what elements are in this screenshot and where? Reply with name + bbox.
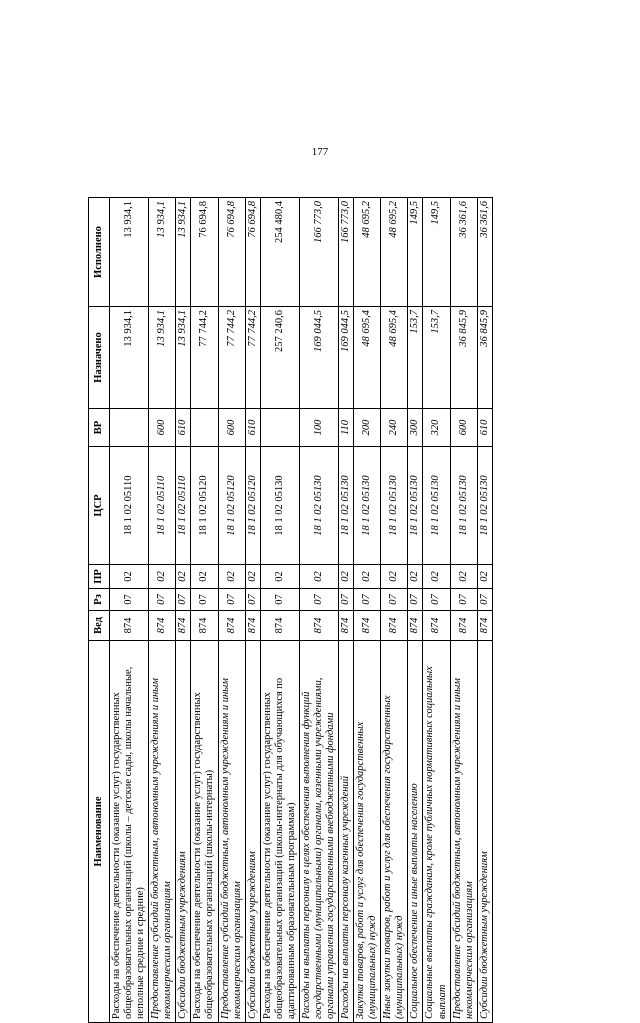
header-assigned: Назначено bbox=[89, 307, 110, 409]
cell-vr bbox=[110, 409, 149, 447]
cell-csr: 18 1 02 05130 bbox=[477, 447, 492, 565]
cell-csr: 18 1 02 05130 bbox=[381, 447, 408, 565]
cell-name: Закупка товаров, работ и услуг для обеспечения государственных (муниципальных) нужд bbox=[354, 641, 381, 1023]
cell-rz: 07 bbox=[260, 589, 299, 611]
cell-assigned: 48 695,4 bbox=[381, 307, 408, 409]
cell-vr: 320 bbox=[423, 409, 450, 447]
cell-name: Расходы на обеспечение деятельности (оказание услуг) государственных общеобразовательных организаций (школы-интернаты) bbox=[191, 641, 218, 1023]
cell-assigned: 169 044,5 bbox=[339, 307, 354, 409]
cell-pr: 02 bbox=[149, 565, 176, 589]
cell-assigned: 257 240,6 bbox=[260, 307, 299, 409]
cell-pr: 02 bbox=[354, 565, 381, 589]
cell-rz: 07 bbox=[149, 589, 176, 611]
header-ved: Вед bbox=[89, 611, 110, 641]
cell-rz: 07 bbox=[423, 589, 450, 611]
cell-rz: 07 bbox=[450, 589, 477, 611]
table-row bbox=[260, 198, 299, 1023]
table-row bbox=[149, 198, 176, 1023]
rotated-table-container bbox=[88, 198, 608, 1023]
table-row bbox=[450, 198, 477, 1023]
cell-rz: 07 bbox=[299, 589, 338, 611]
budget-table bbox=[88, 197, 493, 1023]
cell-rz: 07 bbox=[477, 589, 492, 611]
page-number: 177 bbox=[311, 146, 329, 158]
cell-assigned: 36 845,9 bbox=[450, 307, 477, 409]
cell-rz: 07 bbox=[110, 589, 149, 611]
cell-ved: 874 bbox=[450, 611, 477, 641]
cell-vr: 610 bbox=[176, 409, 191, 447]
cell-assigned: 13 934,1 bbox=[149, 307, 176, 409]
cell-executed: 166 773,0 bbox=[299, 198, 338, 307]
header-name: Наименование bbox=[89, 641, 110, 1023]
cell-executed: 48 695,2 bbox=[354, 198, 381, 307]
cell-ved: 874 bbox=[354, 611, 381, 641]
cell-executed: 13 934,1 bbox=[149, 198, 176, 307]
cell-csr: 18 1 02 05130 bbox=[408, 447, 423, 565]
cell-executed: 166 773,0 bbox=[339, 198, 354, 307]
cell-ved: 874 bbox=[245, 611, 260, 641]
table-row bbox=[477, 198, 492, 1023]
cell-csr: 18 1 02 05130 bbox=[299, 447, 338, 565]
cell-pr: 02 bbox=[450, 565, 477, 589]
cell-name: Расходы на обеспечение деятельности (оказание услуг) государственных общеобразовательных организаций (школы – детские сады, школы начальные, неполные средние и средние) bbox=[110, 641, 149, 1023]
table-row bbox=[408, 198, 423, 1023]
cell-rz: 07 bbox=[354, 589, 381, 611]
cell-assigned: 48 695,4 bbox=[354, 307, 381, 409]
table-row bbox=[176, 198, 191, 1023]
cell-csr: 18 1 02 05130 bbox=[450, 447, 477, 565]
cell-ved: 874 bbox=[339, 611, 354, 641]
cell-assigned: 77 744,2 bbox=[191, 307, 218, 409]
table-header-row bbox=[89, 198, 110, 1023]
cell-rz: 07 bbox=[381, 589, 408, 611]
cell-pr: 02 bbox=[110, 565, 149, 589]
cell-executed: 48 695,2 bbox=[381, 198, 408, 307]
cell-pr: 02 bbox=[260, 565, 299, 589]
cell-rz: 07 bbox=[176, 589, 191, 611]
cell-ved: 874 bbox=[260, 611, 299, 641]
cell-vr bbox=[260, 409, 299, 447]
table-row bbox=[381, 198, 408, 1023]
cell-csr: 18 1 02 05130 bbox=[423, 447, 450, 565]
cell-executed: 76 694,8 bbox=[245, 198, 260, 307]
cell-csr: 18 1 02 05130 bbox=[339, 447, 354, 565]
cell-name: Расходы на выплаты персоналу казенных учреждений bbox=[339, 641, 354, 1023]
cell-name: Расходы на выплаты персоналу в целях обеспечения выполнения функций государственными (муниципальными) органами, казенными учреждениями, органами управления государственными внебюджетными фондами bbox=[299, 641, 338, 1023]
cell-executed: 13 934,1 bbox=[176, 198, 191, 307]
table-row bbox=[110, 198, 149, 1023]
cell-name: Субсидии бюджетным учреждениям bbox=[245, 641, 260, 1023]
header-executed: Исполнено bbox=[89, 198, 110, 307]
cell-executed: 76 694,8 bbox=[218, 198, 245, 307]
cell-name: Предоставление субсидий бюджетным, автономным учреждениям и иным некоммерческим организациям bbox=[450, 641, 477, 1023]
table-row bbox=[299, 198, 338, 1023]
cell-pr: 02 bbox=[423, 565, 450, 589]
cell-csr: 18 1 02 05120 bbox=[191, 447, 218, 565]
cell-rz: 07 bbox=[339, 589, 354, 611]
table-row bbox=[191, 198, 218, 1023]
cell-ved: 874 bbox=[191, 611, 218, 641]
cell-name: Предоставление субсидий бюджетным, автономным учреждениям и иным некоммерческим организациям bbox=[149, 641, 176, 1023]
cell-executed: 254 480,4 bbox=[260, 198, 299, 307]
cell-assigned: 13 934,1 bbox=[110, 307, 149, 409]
cell-ved: 874 bbox=[149, 611, 176, 641]
header-vr: ВР bbox=[89, 409, 110, 447]
cell-executed: 149,5 bbox=[408, 198, 423, 307]
cell-assigned: 77 744,2 bbox=[218, 307, 245, 409]
cell-name: Социальное обеспечение и иные выплаты населению bbox=[408, 641, 423, 1023]
cell-name: Предоставление субсидий бюджетным, автономным учреждениям и иным некоммерческим организациям bbox=[218, 641, 245, 1023]
cell-pr: 02 bbox=[381, 565, 408, 589]
cell-ved: 874 bbox=[110, 611, 149, 641]
cell-executed: 36 361,6 bbox=[477, 198, 492, 307]
cell-vr: 240 bbox=[381, 409, 408, 447]
cell-vr: 600 bbox=[149, 409, 176, 447]
cell-name: Иные закупки товаров, работ и услуг для обеспечения государственных (муниципальных) нужд bbox=[381, 641, 408, 1023]
cell-ved: 874 bbox=[176, 611, 191, 641]
cell-ved: 874 bbox=[477, 611, 492, 641]
cell-vr: 600 bbox=[450, 409, 477, 447]
cell-assigned: 153,7 bbox=[408, 307, 423, 409]
cell-csr: 18 1 02 05110 bbox=[176, 447, 191, 565]
cell-executed: 36 361,6 bbox=[450, 198, 477, 307]
cell-executed: 149,5 bbox=[423, 198, 450, 307]
cell-ved: 874 bbox=[423, 611, 450, 641]
table-row bbox=[339, 198, 354, 1023]
cell-pr: 02 bbox=[176, 565, 191, 589]
cell-rz: 07 bbox=[408, 589, 423, 611]
cell-ved: 874 bbox=[408, 611, 423, 641]
cell-vr: 100 bbox=[299, 409, 338, 447]
cell-name: Субсидии бюджетным учреждениям bbox=[477, 641, 492, 1023]
header-pr: ПР bbox=[89, 565, 110, 589]
cell-ved: 874 bbox=[218, 611, 245, 641]
header-rz: Рз bbox=[89, 589, 110, 611]
cell-assigned: 36 845,9 bbox=[477, 307, 492, 409]
cell-vr: 200 bbox=[354, 409, 381, 447]
cell-vr bbox=[191, 409, 218, 447]
cell-pr: 02 bbox=[191, 565, 218, 589]
table-row bbox=[354, 198, 381, 1023]
cell-assigned: 169 044,5 bbox=[299, 307, 338, 409]
cell-vr: 610 bbox=[477, 409, 492, 447]
cell-rz: 07 bbox=[245, 589, 260, 611]
cell-csr: 18 1 02 05110 bbox=[110, 447, 149, 565]
cell-assigned: 13 934,1 bbox=[176, 307, 191, 409]
cell-ved: 874 bbox=[381, 611, 408, 641]
cell-pr: 02 bbox=[299, 565, 338, 589]
cell-pr: 02 bbox=[408, 565, 423, 589]
table-row bbox=[245, 198, 260, 1023]
table-row bbox=[423, 198, 450, 1023]
cell-pr: 02 bbox=[339, 565, 354, 589]
cell-vr: 610 bbox=[245, 409, 260, 447]
cell-csr: 18 1 02 05130 bbox=[260, 447, 299, 565]
cell-assigned: 153,7 bbox=[423, 307, 450, 409]
cell-name: Расходы на обеспечение деятельности (оказание услуг) государственных общеобразовательных организаций (школы-интернаты для обучающихся по адаптированным образовательным программам) bbox=[260, 641, 299, 1023]
cell-csr: 18 1 02 05120 bbox=[218, 447, 245, 565]
cell-pr: 02 bbox=[245, 565, 260, 589]
cell-pr: 02 bbox=[477, 565, 492, 589]
cell-vr: 110 bbox=[339, 409, 354, 447]
cell-ved: 874 bbox=[299, 611, 338, 641]
cell-rz: 07 bbox=[191, 589, 218, 611]
header-csr: ЦСР bbox=[89, 447, 110, 565]
cell-pr: 02 bbox=[218, 565, 245, 589]
cell-csr: 18 1 02 05130 bbox=[354, 447, 381, 565]
cell-vr: 600 bbox=[218, 409, 245, 447]
cell-vr: 300 bbox=[408, 409, 423, 447]
cell-csr: 18 1 02 05120 bbox=[245, 447, 260, 565]
cell-name: Субсидии бюджетным учреждениям bbox=[176, 641, 191, 1023]
table-body bbox=[110, 198, 493, 1023]
table-row bbox=[218, 198, 245, 1023]
cell-assigned: 77 744,2 bbox=[245, 307, 260, 409]
cell-rz: 07 bbox=[218, 589, 245, 611]
cell-executed: 76 694,8 bbox=[191, 198, 218, 307]
cell-executed: 13 934,1 bbox=[110, 198, 149, 307]
cell-name: Социальные выплаты гражданам, кроме публичных нормативных социальных выплат bbox=[423, 641, 450, 1023]
cell-csr: 18 1 02 05110 bbox=[149, 447, 176, 565]
